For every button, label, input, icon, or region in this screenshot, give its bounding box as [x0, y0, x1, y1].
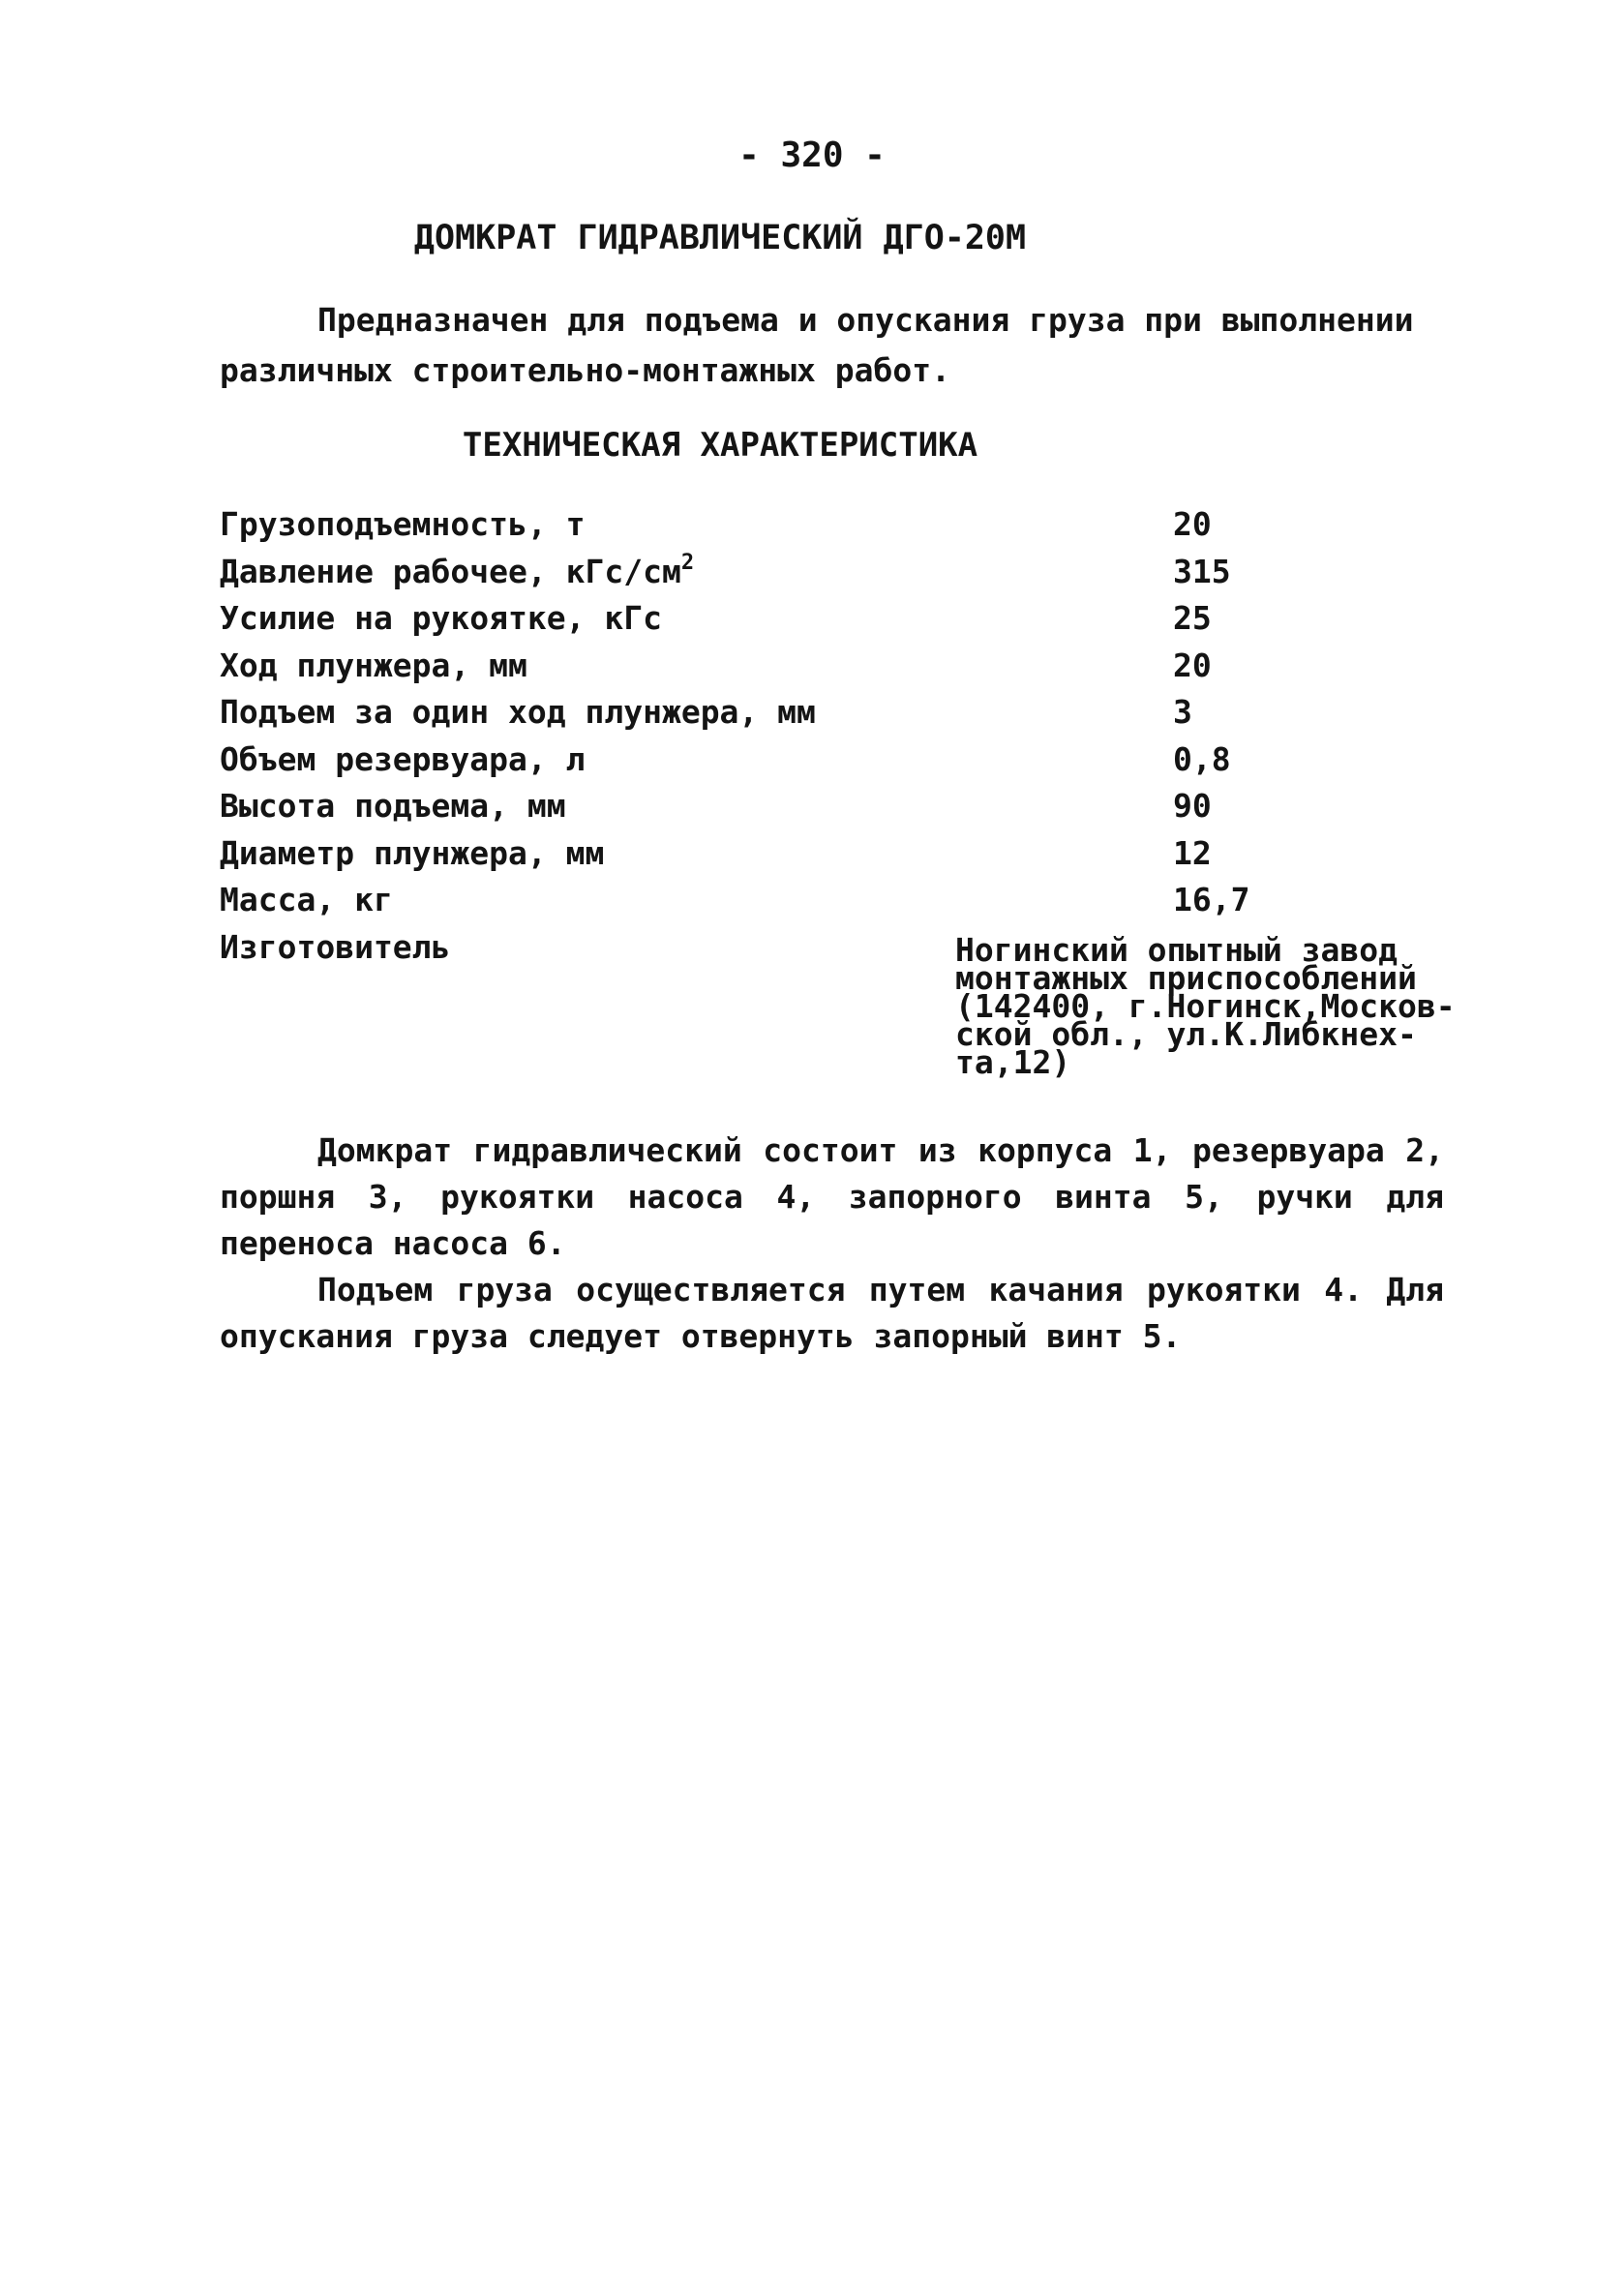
spec-value: 3 [1173, 693, 1192, 731]
spec-label: Высота подъема, мм [220, 787, 566, 825]
spec-value: 20 [1173, 505, 1212, 543]
description-text [220, 1128, 1444, 1360]
spec-value: 12 [1173, 833, 1212, 872]
spec-label: Грузоподъемность, т [220, 505, 586, 543]
manufacturer-line: Ногинский опытный завод [955, 930, 1398, 969]
spec-label: Объем резервуара, л [220, 739, 586, 778]
specs-table [220, 501, 1478, 1089]
document-title: ДОМКРАТ ГИДРАВЛИЧЕСКИЙ ДГО-20М [413, 219, 1027, 257]
spec-row-plunger-diameter [220, 830, 1478, 878]
description-paragraph: Подъем груза осуществляется путем качания рукоятки 4. Для опускания груза следует отвернуть запорный винт 5. [220, 1271, 1444, 1355]
spec-value: 0,8 [1173, 739, 1231, 778]
spec-value: 20 [1173, 646, 1212, 684]
manufacturer-line: та,12) [955, 1042, 1071, 1081]
manufacturer-line: ской обл., ул.К.Либкнех- [955, 1014, 1417, 1053]
spec-label: Диаметр плунжера, мм [220, 833, 605, 872]
spec-row-reservoir-volume [220, 737, 1478, 784]
spec-label: Масса, кг [220, 881, 393, 918]
spec-value: 25 [1173, 599, 1212, 637]
description-paragraph: Домкрат гидравлический состоит из корпуса 1, резервуара 2, поршня 3, рукоятки насоса 4, запорного винта 5, ручки для переноса насоса 6. [220, 1131, 1444, 1262]
spec-value: 90 [1173, 787, 1212, 825]
spec-row-lift-per-stroke [220, 689, 1478, 737]
spec-label-text: Давление рабочее, кГс/см [220, 552, 681, 590]
spec-row-load-capacity [220, 501, 1478, 549]
spec-value: 16,7 [1173, 881, 1250, 918]
page-number: - 320 - [738, 135, 886, 175]
spec-label: Подъем за один ход плунжера, мм [220, 693, 816, 731]
spec-row-mass [220, 877, 1478, 924]
spec-row-handle-force [220, 595, 1478, 643]
spec-row-lift-height [220, 783, 1478, 830]
spec-label-superscript: 2 [680, 550, 695, 575]
manufacturer-label: Изготовитель [220, 927, 451, 966]
spec-value: 315 [1173, 552, 1231, 590]
spec-label: Ход плунжера, мм [220, 646, 527, 684]
manufacturer-address [955, 930, 1497, 1081]
spec-row-working-pressure [220, 549, 1478, 596]
spec-row-manufacturer [220, 924, 1478, 1089]
manufacturer-line: (142400, г.Ногинск,Москов- [955, 986, 1456, 1025]
section-title: ТЕХНИЧЕСКАЯ ХАРАКТЕРИСТИКА [462, 426, 978, 465]
intro-text: Предназначен для подъема и опускания груза при выполнении различных строительно-монтажных работ. [220, 301, 1414, 389]
spec-row-plunger-stroke [220, 643, 1478, 690]
manufacturer-line: монтажных приспособлений [955, 958, 1417, 997]
spec-label: Усилие на рукоятке, кГс [220, 599, 662, 637]
spec-label [220, 549, 694, 596]
intro-paragraph [220, 295, 1449, 396]
